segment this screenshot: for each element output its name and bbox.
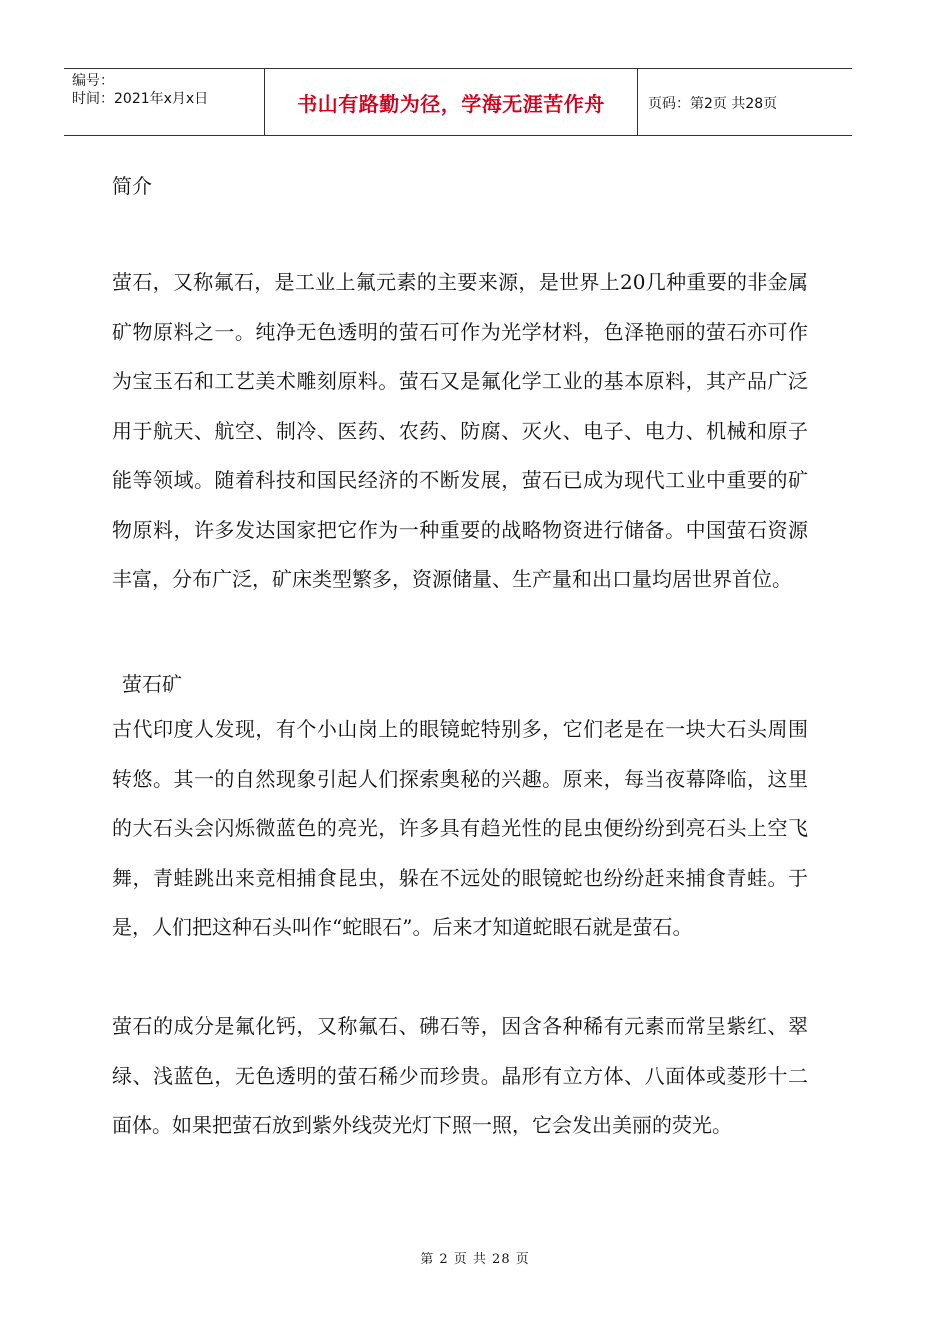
paragraph-intro: 萤石，又称氟石，是工业上氟元素的主要来源，是世界上20几种重要的非金属矿物原料之一。纯净无色透明的萤石可作为光学材料，色泽艳丽的萤石亦可作为宝玉石和工艺美术雕刻原料。萤石又是氟化学工业的基本原料，其产品广泛用于航天、航空、制冷、医药、农药、防腐、灭火、电子、电力、机械和原子能等领域。随着科技和国民经济的不断发展，萤石已成为现代工业中重要的矿物原料，许多发达国家把它作为一种重要的战略物资进行储备。中国萤石资源丰富，分布广泛，矿床类型繁多，资源储量、生产量和出口量均居世界首位。 bbox=[112, 270, 808, 591]
document-header bbox=[64, 68, 852, 136]
document-code-label: 编号： bbox=[72, 73, 114, 89]
page-footer: 第 2 页 共 28 页 bbox=[420, 1252, 530, 1267]
header-meta bbox=[72, 72, 262, 108]
section-title-mine: 萤石矿 bbox=[122, 672, 182, 696]
section-title-intro: 简介 bbox=[112, 174, 152, 198]
header-page-number: 页码：第2页 共28页 bbox=[648, 95, 778, 112]
document-time-label: 时间：2021年x月x日 bbox=[72, 91, 209, 107]
header-divider bbox=[637, 69, 638, 136]
paragraph-composition: 萤石的成分是氟化钙，又称氟石、砩石等，因含各种稀有元素而常呈紫红、翠绿、浅蓝色，无色透明的萤石稀少而珍贵。晶形有立方体、八面体或菱形十二面体。如果把萤石放到紫外线荧光灯下照一照，它会发出美丽的荧光。 bbox=[112, 1014, 808, 1137]
paragraph-story: 古代印度人发现，有个小山岗上的眼镜蛇特别多，它们老是在一块大石头周围转悠。其一的自然现象引起人们探索奥秘的兴趣。原来，每当夜幕降临，这里的大石头会闪烁微蓝色的亮光，许多具有趋光性的昆虫便纷纷到亮石头上空飞舞，青蛙跳出来竞相捕食昆虫，躲在不远处的眼镜蛇也纷纷赶来捕食青蛙。于是，人们把这种石头叫作“蛇眼石”。后来才知道蛇眼石就是萤石。 bbox=[112, 717, 808, 939]
header-motto: 书山有路勤为径，学海无涯苦作舟 bbox=[297, 92, 605, 116]
